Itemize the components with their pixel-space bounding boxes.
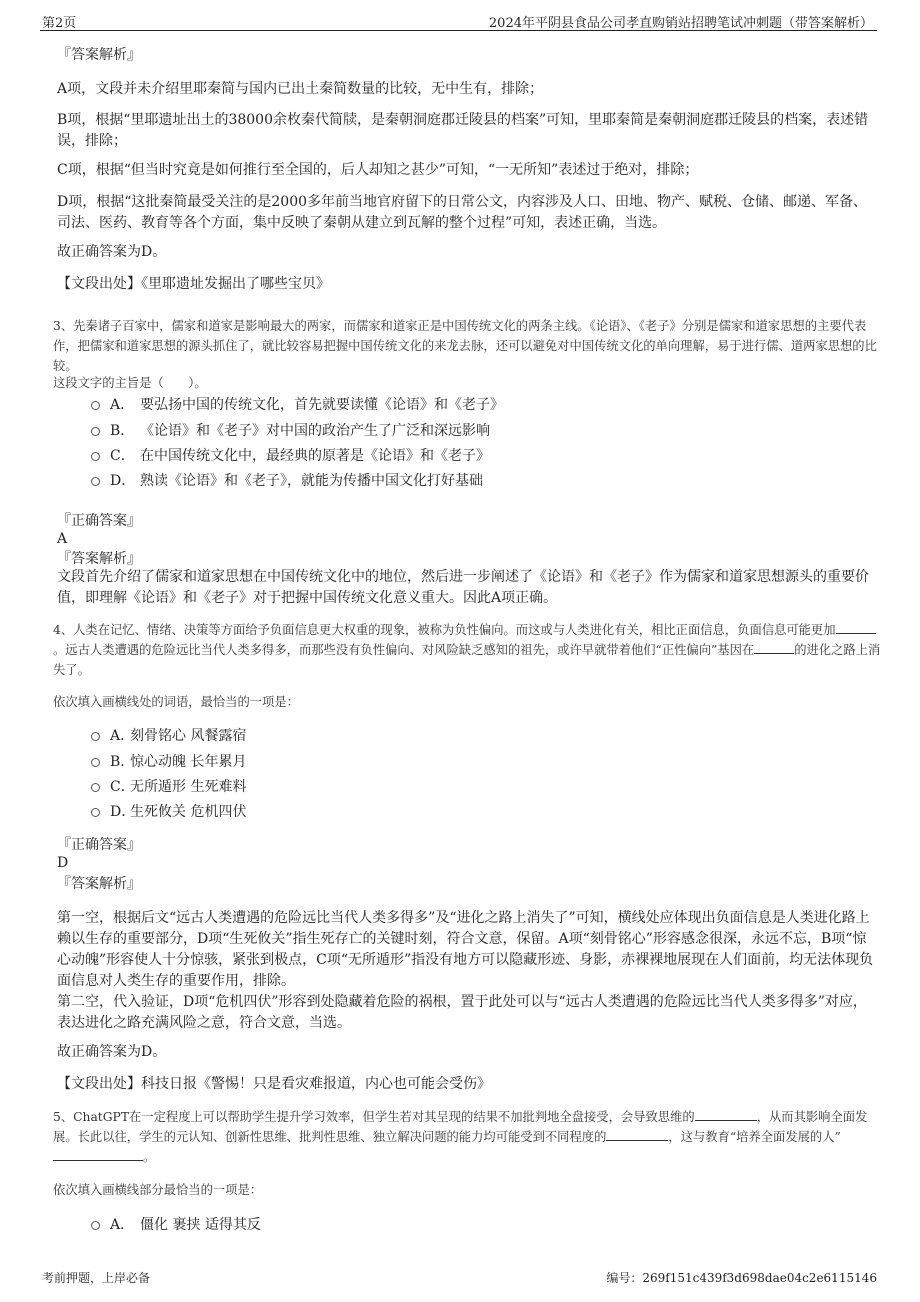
q4-answer: D (57, 855, 69, 871)
q4-instruction: 依次填入画横线处的词语，最恰当的一项是： (53, 695, 299, 709)
q3-option-b[interactable]: B． 《论语》和《老子》对中国的政治产生了广泛和深远影响 (91, 421, 490, 441)
q4-option-a[interactable]: A．刻骨铭心 风餐露宿 (91, 726, 246, 746)
q2-analysis-title: 『答案解析』 (57, 47, 141, 63)
q4-analysis-p2: 第二空，代入验证，D项“危机四伏”形容到处隐藏着危险的祸根，置于此处可以与“远古人类遭遇的危险远比当代人类多得多”对应，表达进化之路充满风险之意，符合文意，当选。 (57, 994, 867, 1031)
radio-icon[interactable] (91, 808, 100, 817)
radio-icon[interactable] (91, 783, 100, 792)
fill-blank (695, 1108, 757, 1121)
q3-stem: 3、先秦诸子百家中，儒家和道家是影响最大的两家，而儒家和道家正是中国传统文化的两条主线。《论语》、《老子》分别是儒家和道家思想的主要代表作，把儒家和道家思想的源头抓住了，就比较容易把握中国传统文化的来龙去脉，还可以避免对中国传统文化的单向理解，易于进行儒、道两家思想的比较。 (53, 319, 877, 373)
q4-answer-title: 『正确答案』 (57, 837, 141, 853)
q2-analysis-b: B项，根据“里耶遗址出土的38000余枚秦代简牍，是秦朝洞庭郡迁陵县的档案”可知，里耶秦简是秦朝洞庭郡迁陵县的档案，表述错误，排除； (57, 112, 869, 149)
q4-source: 【文段出处】科技日报《警惕！只是看灾难报道，内心也可能会受伤》 (57, 1076, 491, 1092)
document-id: 编号：269f151c439f3d698dae04c2e6115146 (606, 1271, 877, 1285)
q5-option-a[interactable]: A． 僵化 裹挟 适得其反 (91, 1215, 261, 1235)
radio-icon[interactable] (91, 1221, 100, 1230)
footer-slogan: 考前押题，上岸必备 (42, 1271, 151, 1285)
fill-blank (836, 621, 876, 634)
fill-blank (53, 1148, 143, 1161)
q3-question: 这段文字的主旨是（ ）。 (53, 376, 207, 390)
q4-stem: 4、人类在记忆、情绪、决策等方面给予负面信息更大权重的现象，被称为负性偏向。而这或与人类进化有关，相比正面信息，负面信息可能更加。远古人类遭遇的危险远比当代人类多得多，而那些没有负性偏向、对风险缺乏感知的祖先，或许早就带着他们“正性偏向”基因在 的进化之路上消失了。 (53, 623, 881, 677)
q4-option-d[interactable]: D．生死攸关 危机四伏 (91, 802, 246, 822)
q2-conclusion: 故正确答案为D。 (57, 244, 167, 260)
fill-blank (606, 1128, 668, 1141)
q2-analysis-a: A项，文段并未介绍里耶秦简与国内已出土秦简数量的比较，无中生有，排除； (57, 81, 544, 97)
q3-option-c[interactable]: C． 在中国传统文化中，最经典的原著是《论语》和《老子》 (91, 446, 490, 466)
document-title: 2024年平阴县食品公司孝直购销站招聘笔试冲刺题（带答案解析） (488, 16, 873, 31)
q5-stem: 5、ChatGPT在一定程度上可以帮助学生提升学习效率，但学生若对其呈现的结果不加批判地全盘接受，会导致思维的 ，从而其影响全面发展。长此以往，学生的元认知、创新性思维、批判性思维、独立解决问题的能力均可能受到不同程度的 ，这与教育“培养全面发展的人”。 (53, 1110, 868, 1164)
radio-icon[interactable] (91, 452, 100, 461)
page-number: 第2页 (42, 16, 77, 31)
q3-answer-title: 『正确答案』 (57, 513, 141, 529)
q2-analysis-c: C项，根据“但当时究竟是如何推行至全国的，后人却知之甚少”可知，“一无所知”表述过于绝对，排除； (57, 162, 699, 178)
q4-option-c[interactable]: C．无所遁形 生死难料 (91, 777, 246, 797)
radio-icon[interactable] (91, 732, 100, 741)
radio-icon[interactable] (91, 758, 100, 767)
q3-analysis: 文段首先介绍了儒家和道家思想在中国传统文化中的地位，然后进一步阐述了《论语》和《老子》作为儒家和道家思想源头的重要价值，即理解《论语》和《老子》对于把握中国传统文化意义重大。因此A项正确。 (57, 569, 869, 606)
radio-icon[interactable] (91, 477, 100, 486)
page-header (40, 8, 877, 31)
q4-analysis-p1: 第一空，根据后文“远古人类遭遇的危险远比当代人类多得多”及“进化之路上消失了”可知，横线处应体现出负面信息是人类进化路上赖以生存的重要部分，D项“生死攸关”指生死存亡的关键时刻，符合文意，保留。A项“刻骨铭心”形容感念很深，永远不忘，B项“惊心动魄”形容使人十分惊骇，紧张到极点，C项“无所遁形”指没有地方可以隐藏形迹、身影，赤裸裸地展现在人们面前，均无法体现负面信息对人类生存的重要作用，排除。 (57, 910, 874, 989)
q2-source: 【文段出处】《里耶遗址发掘出了哪些宝贝》 (57, 276, 330, 292)
radio-icon[interactable] (91, 427, 100, 436)
radio-icon[interactable] (91, 401, 100, 410)
q4-analysis-title: 『答案解析』 (57, 876, 141, 892)
q5-instruction: 依次填入画横线部分最恰当的一项是： (53, 1183, 263, 1197)
q2-analysis-d: D项，根据“这批秦简最受关注的是2000多年前当地官府留下的日常公文，内容涉及人口、田地、物产、赋税、仓储、邮递、军备、司法、医药、教育等各个方面，集中反映了秦朝从建立到瓦解的整个过程”可知，表述正确，当选。 (57, 194, 868, 231)
q4-option-b[interactable]: B．惊心动魄 长年累月 (91, 752, 246, 772)
q4-conclusion: 故正确答案为D。 (57, 1044, 167, 1060)
q3-answer: A (57, 531, 68, 547)
q3-option-d[interactable]: D． 熟读《论语》和《老子》，就能为传播中国文化打好基础 (91, 471, 483, 491)
q3-analysis-title: 『答案解析』 (57, 551, 141, 567)
fill-blank (754, 641, 794, 654)
q3-option-a[interactable]: A． 要弘扬中国的传统文化，首先就要读懂《论语》和《老子》 (91, 395, 504, 415)
